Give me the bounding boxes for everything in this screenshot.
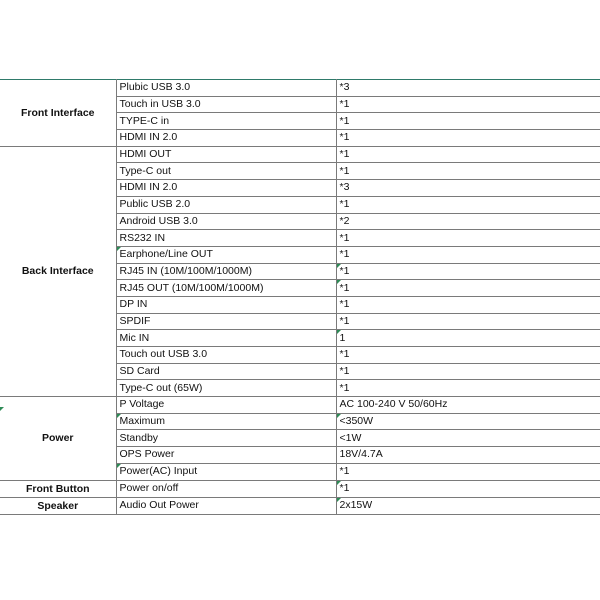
spec-value: *1 [336,246,600,263]
spec-item: Standby [116,430,336,447]
spec-item: Maximum [116,413,336,430]
table-row [0,497,600,514]
category-back-interface: Back Interface [0,146,116,396]
spec-value: *2 [336,213,600,230]
spec-item: TYPE-C in [116,113,336,130]
spec-item: Android USB 3.0 [116,213,336,230]
spec-item: Power on/off [116,480,336,497]
spec-value: *1 [336,463,600,480]
spec-value: AC 100-240 V 50/60Hz [336,397,600,414]
spec-value: *1 [336,96,600,113]
spec-value: *1 [336,230,600,247]
spec-value: 1 [336,330,600,347]
category-front-interface: Front Interface [0,80,116,147]
spec-value: *1 [336,113,600,130]
spec-value: 18V/4.7A [336,447,600,464]
spec-item: RS232 IN [116,230,336,247]
spec-table [0,79,600,515]
spec-item: RJ45 OUT (10M/100M/1000M) [116,280,336,297]
spec-value: *1 [336,480,600,497]
spec-item: HDMI IN 2.0 [116,130,336,147]
spec-item: SPDIF [116,313,336,330]
table-row [0,146,600,163]
spec-value: 2x15W [336,497,600,514]
spec-item: Type-C out [116,163,336,180]
spec-value: *1 [336,313,600,330]
spec-value: *1 [336,130,600,147]
spec-item: RJ45 IN (10M/100M/1000M) [116,263,336,280]
spec-value: *3 [336,180,600,197]
spec-item: HDMI IN 2.0 [116,180,336,197]
spec-item: SD Card [116,363,336,380]
spec-value: *1 [336,380,600,397]
spec-item: Audio Out Power [116,497,336,514]
spec-item: DP IN [116,296,336,313]
spec-item: OPS Power [116,447,336,464]
spec-item: Plubic USB 3.0 [116,80,336,97]
spec-item: HDMI OUT [116,146,336,163]
table-row [0,480,600,497]
spec-value: *1 [336,263,600,280]
table-row [0,80,600,97]
cell-comment-marker [0,407,4,411]
spec-item: Touch out USB 3.0 [116,347,336,364]
spec-item: Power(AC) Input [116,463,336,480]
spec-value: *1 [336,280,600,297]
spec-item: Earphone/Line OUT [116,246,336,263]
spec-value: *1 [336,363,600,380]
category-front-button: Front Button [0,480,116,497]
spec-item: Touch in USB 3.0 [116,96,336,113]
table-row [0,397,600,414]
category-power: Power [0,397,116,480]
category-speaker: Speaker [0,497,116,514]
spec-value: *1 [336,163,600,180]
spec-item: P Voltage [116,397,336,414]
spec-value: *3 [336,80,600,97]
spec-item: Type-C out (65W) [116,380,336,397]
spec-value: *1 [336,296,600,313]
spec-item: Mic IN [116,330,336,347]
spec-value: *1 [336,146,600,163]
spec-value: <1W [336,430,600,447]
spec-value: *1 [336,196,600,213]
spec-value: <350W [336,413,600,430]
spec-item: Public USB 2.0 [116,196,336,213]
spec-value: *1 [336,347,600,364]
